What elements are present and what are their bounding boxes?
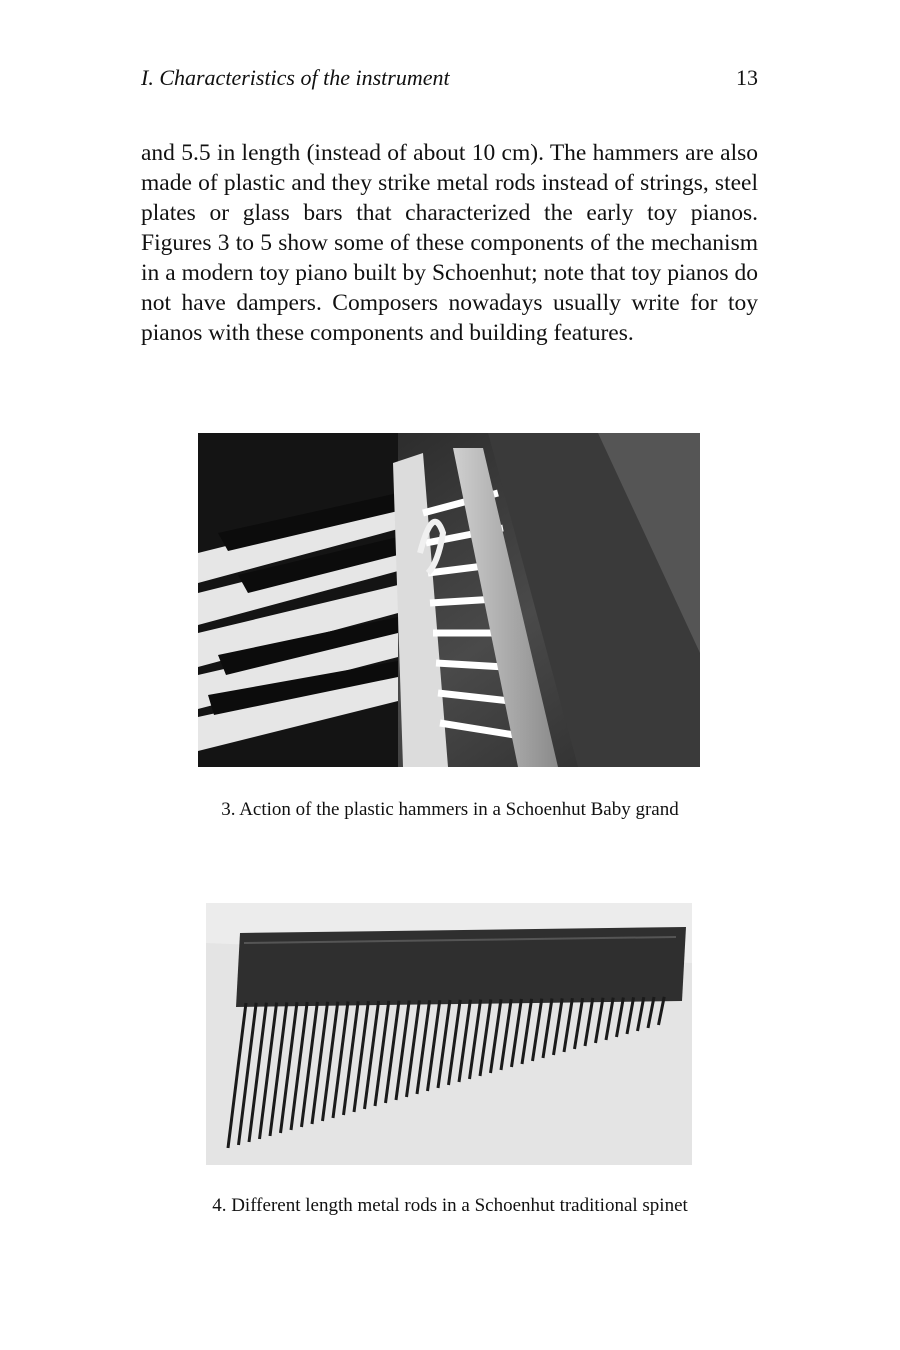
figure-4-metal-rods-photo [206, 903, 692, 1165]
figure-4-caption: 4. Different length metal rods in a Schoenhut traditional spinet [212, 1195, 688, 1216]
figure-3-hammer-action-photo [198, 433, 700, 767]
body-paragraph: and 5.5 in length (instead of about 10 cm). The hammers are also made of plastic and they strike metal rods instead of strings, steel plates or glass bars that characterized the early toy pianos. Figures 3 to 5 show some of these components of the mechanism in a modern toy piano built by Schoenhut; note that toy pianos do not have dampers. Composers nowadays usually write for toy pianos with these components and building features. [141, 140, 758, 346]
chapter-title: I. Characteristics of the instrument [141, 65, 450, 90]
page-number: 13 [736, 65, 758, 90]
running-head [141, 64, 758, 92]
figure-3-caption: 3. Action of the plastic hammers in a Schoenhut Baby grand [221, 799, 679, 820]
